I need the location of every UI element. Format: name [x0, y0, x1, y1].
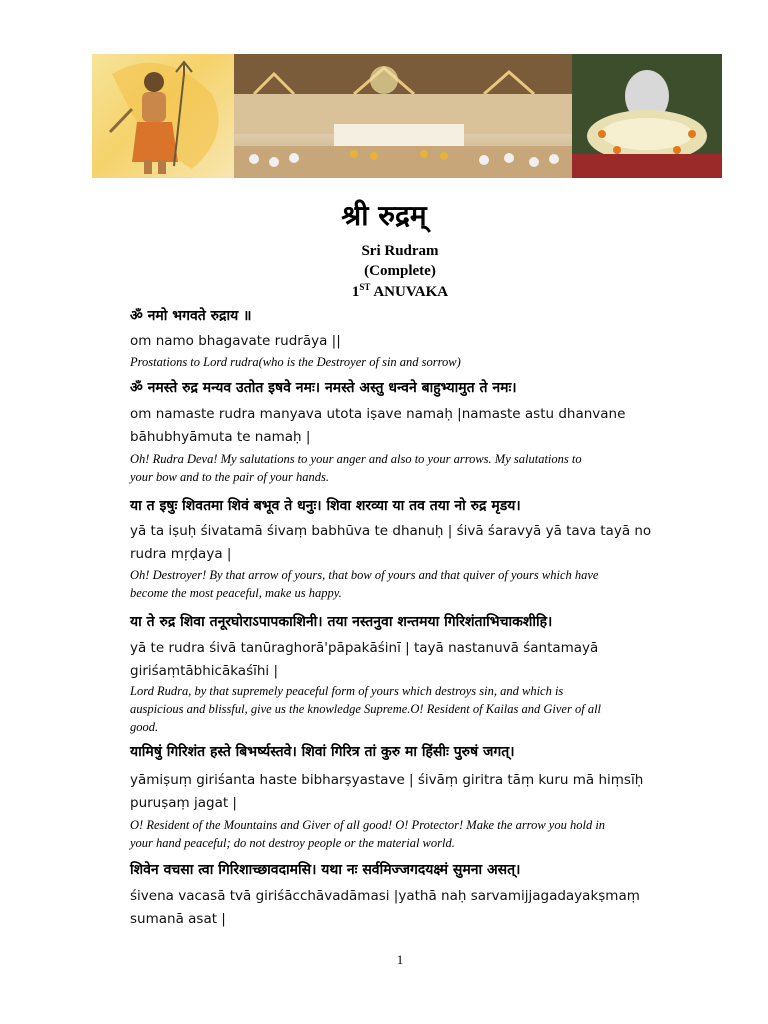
- translation-line: Lord Rudra, by that supremely peaceful form of yours which destroys sin, and which is: [130, 684, 564, 698]
- sanskrit-line: ॐ नमस्ते रुद्र मन्यव उतोत इषवे नमः। नमस्ते अस्तु धन्वने बाहुभ्यामुत ते नमः।: [130, 380, 517, 396]
- transliteration-line: yā te rudra śivā tanūraghorā'pāpakāśinī | tayā nastanuvā śantamayā: [130, 640, 599, 656]
- translation-line: good.: [130, 720, 159, 734]
- doc-subtitle: (Complete): [364, 263, 436, 279]
- shiva-illustration: [92, 54, 234, 178]
- devanagari-title: श्री रुद्रम्: [341, 199, 427, 232]
- temple-hall-photo: [234, 54, 572, 178]
- translation-line: auspicious and blissful, give us the knowledge Supreme.O! Resident of Kailas and Giver of all: [130, 702, 602, 716]
- section-ordinal: ST: [359, 282, 371, 292]
- transliteration-line: yā ta iṣuḥ śivatamā śivaṃ babhūva te dhanuḥ | śivā śaravyā yā tava tayā no: [130, 523, 652, 539]
- transliteration-line: bāhubhyāmuta te namaḥ |: [130, 429, 311, 445]
- page-number: 1: [396, 952, 404, 967]
- transliteration-line: rudra mṛḍaya |: [130, 546, 232, 562]
- shiva-lingam-photo: [572, 54, 722, 178]
- translation-line: become the most peaceful, make us happy.: [130, 586, 342, 600]
- transliteration-line: puruṣaṃ jagat |: [130, 795, 237, 811]
- translation-line: Oh! Destroyer! By that arrow of yours, that bow of yours and that quiver of yours which have: [130, 568, 599, 582]
- transliteration-line: giriśaṃtābhicākaśīhi |: [130, 663, 278, 679]
- sanskrit-line: ॐ नमो भगवते रुद्राय ॥: [130, 308, 252, 324]
- transliteration-line: yāmiṣuṃ giriśanta haste bibharṣyastave | śivāṃ giritra tāṃ kuru mā hiṃsīḥ: [130, 772, 644, 788]
- translation-line: your bow and to the pair of your hands.: [130, 470, 329, 484]
- sanskrit-line: या त इषुः शिवतमा शिवं बभूव ते धनुः। शिवा शरव्या या तव तया नो रुद्र मृडय।: [130, 498, 521, 514]
- transliteration-line: om namo bhagavate rudrāya ||: [130, 333, 341, 349]
- transliteration-line: śivena vacasā tvā giriśācchāvadāmasi |yathā naḥ sarvamijjagadayakṣmaṃ: [130, 888, 640, 904]
- banner-image: [92, 54, 722, 178]
- section-heading: [0, 282, 768, 301]
- translation-line: Oh! Rudra Deva! My salutations to your anger and also to your arrows. My salutations to: [130, 452, 582, 466]
- sanskrit-line: शिवेन वचसा त्वा गिरिशाच्छावदामसि। यथा नः सर्वमिज्जगदयक्ष्मं सुमना असत्।: [130, 862, 521, 878]
- doc-title: Sri Rudram: [361, 243, 439, 259]
- translation-line: O! Resident of the Mountains and Giver of all good! O! Protector! Make the arrow you hold in: [130, 818, 606, 832]
- transliteration-line: om namaste rudra manyava utota iṣave namaḥ |namaste astu dhanvane: [130, 406, 626, 422]
- sanskrit-line: या ते रुद्र शिवा तनूरघोराऽपापकाशिनी। तया नस्तनुवा शन्तमया गिरिशंताभिचाकशीहि।: [130, 614, 553, 630]
- section-label: ANUVAKA: [370, 284, 449, 300]
- section-number: 1: [351, 284, 360, 300]
- sanskrit-line: यामिषुं गिरिशंत हस्ते बिभर्ष्यस्तवे। शिवां गिरित्र तां कुरु मा हिंसीः पुरुषं जगत्।: [130, 744, 515, 760]
- transliteration-line: sumanā asat |: [130, 911, 226, 927]
- translation-line: Prostations to Lord rudra(who is the Destroyer of sin and sorrow): [130, 355, 461, 369]
- translation-line: your hand peaceful; do not destroy people or the material world.: [130, 836, 455, 850]
